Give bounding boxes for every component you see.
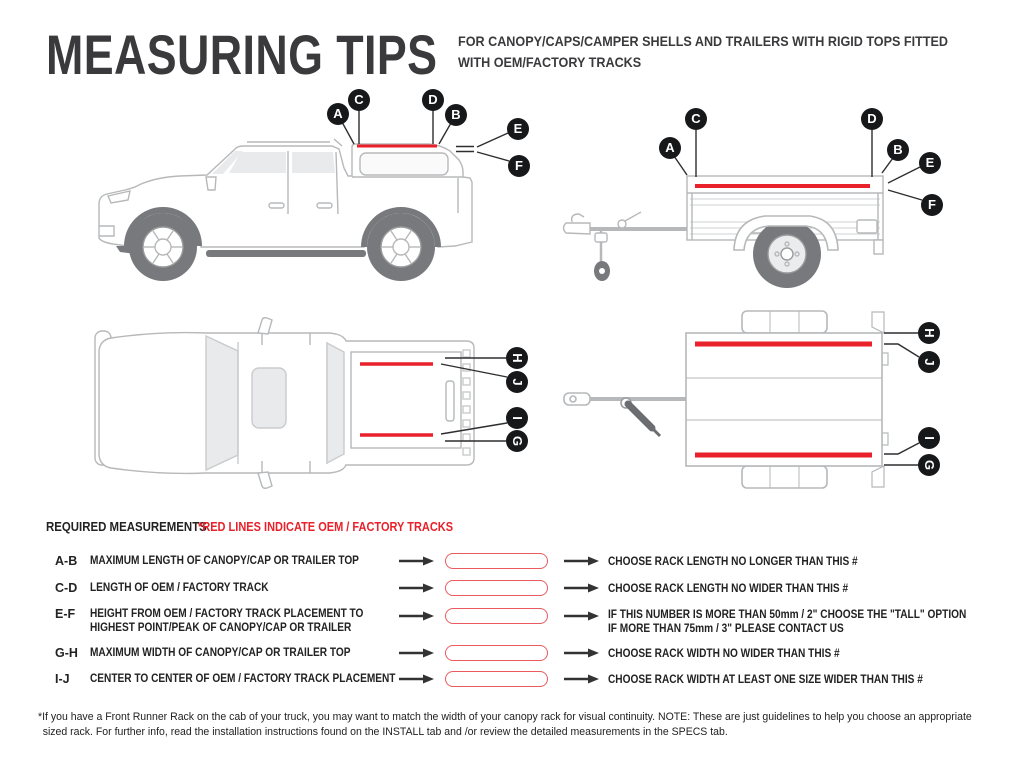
callout-c-badge: C xyxy=(348,89,370,111)
measurement-row-ij xyxy=(0,671,1024,701)
truck-top-view-illustration xyxy=(95,318,474,489)
measurement-outcome: IF THIS NUMBER IS MORE THAN 50mm / 2" CHOOSE THE "TALL" OPTION IF MORE THAN 75mm / 3" PLEASE CONTACT US xyxy=(608,609,967,635)
footnote-line-2: sized rack. For further info, read the installation instructions found on the INSTALL tab and /or review the detailed measurements in the SPECS tab. xyxy=(42,726,728,738)
measurement-outcome: CHOOSE RACK LENGTH NO LONGER THAN THIS # xyxy=(608,556,858,568)
required-measurements-header xyxy=(46,519,646,535)
callout-c-badge: C xyxy=(685,108,707,130)
measurement-label: MAXIMUM WIDTH OF CANOPY/CAP OR TRAILER TOP xyxy=(90,647,351,659)
callout-e-badge: E xyxy=(507,118,529,140)
measurement-row-ab xyxy=(0,553,1024,583)
callout-g-badge: G xyxy=(506,430,528,452)
measurement-outcome: CHOOSE RACK WIDTH NO WIDER THAN THIS # xyxy=(608,648,840,660)
arrow-right-icon xyxy=(564,556,600,566)
footnote xyxy=(38,710,1024,740)
callout-a-badge: A xyxy=(659,137,681,159)
arrow-right-icon xyxy=(399,556,435,566)
callout-i-badge: I xyxy=(918,427,940,449)
callout-j-badge: J xyxy=(506,371,528,393)
arrow-right-icon xyxy=(399,611,435,621)
arrow-right-icon xyxy=(564,611,600,621)
trailer-side-view-illustration xyxy=(564,176,884,288)
measurement-code: I-J xyxy=(55,672,70,686)
arrow-right-icon xyxy=(564,648,600,658)
measurement-value-box xyxy=(445,645,548,661)
page-title: MEASURING TIPS xyxy=(46,23,438,86)
measurement-outcome: CHOOSE RACK LENGTH NO WIDER THAN THIS # xyxy=(608,583,849,595)
arrow-right-icon xyxy=(564,583,600,593)
callout-h-badge: H xyxy=(918,322,940,344)
measurement-label: HEIGHT FROM OEM / FACTORY TRACK PLACEMENT TO HIGHEST POINT/PEAK OF CANOPY/CAP OR TRAILER xyxy=(90,608,364,634)
footnote-line-1: *If you have a Front Runner Rack on the cab of your truck, you may want to match the width of your canopy rack for visual continuity. NOTE: These are just guidelines to help you choose an appropriate xyxy=(38,711,972,723)
measurement-label: MAXIMUM LENGTH OF CANOPY/CAP OR TRAILER TOP xyxy=(90,555,359,567)
measurement-label: CENTER TO CENTER OF OEM / FACTORY TRACK PLACEMENT xyxy=(90,673,396,685)
callout-b-badge: B xyxy=(445,104,467,126)
measurement-row-ef xyxy=(0,606,1024,638)
callout-a-badge: A xyxy=(327,103,349,125)
subtitle-line-2: WITH OEM/FACTORY TRACKS xyxy=(458,54,642,70)
measurement-code: C-D xyxy=(55,581,78,595)
measurement-code: A-B xyxy=(55,554,78,568)
arrow-right-icon xyxy=(399,583,435,593)
measurement-code: E-F xyxy=(55,607,76,621)
subtitle-line-1: FOR CANOPY/CAPS/CAMPER SHELLS AND TRAILERS WITH RIGID TOPS FITTED xyxy=(458,33,949,49)
red-lines-legend: *RED LINES INDICATE OEM / FACTORY TRACKS xyxy=(198,520,454,534)
callout-i-badge: I xyxy=(506,407,528,429)
callout-h-badge: H xyxy=(506,347,528,369)
measurement-value-box xyxy=(445,608,548,624)
callout-j-badge: J xyxy=(918,351,940,373)
callout-b-badge: B xyxy=(887,139,909,161)
section-label: REQUIRED MEASUREMENTS xyxy=(46,519,207,534)
trailer-top-view-illustration xyxy=(564,311,888,488)
callout-g-badge: G xyxy=(918,454,940,476)
arrow-right-icon xyxy=(399,648,435,658)
callout-f-badge: F xyxy=(508,155,530,177)
arrow-right-icon xyxy=(399,674,435,684)
measurement-value-box xyxy=(445,553,548,569)
measurement-code: G-H xyxy=(55,646,78,660)
callout-f-badge: F xyxy=(921,194,943,216)
callout-e-badge: E xyxy=(919,152,941,174)
measurement-value-box xyxy=(445,671,548,687)
callout-d-badge: D xyxy=(861,108,883,130)
measurement-label: LENGTH OF OEM / FACTORY TRACK xyxy=(90,582,269,594)
measurement-outcome: CHOOSE RACK WIDTH AT LEAST ONE SIZE WIDER THAN THIS # xyxy=(608,674,923,686)
arrow-right-icon xyxy=(564,674,600,684)
truck-side-view-illustration xyxy=(99,139,472,281)
callout-d-badge: D xyxy=(422,89,444,111)
measurement-value-box xyxy=(445,580,548,596)
